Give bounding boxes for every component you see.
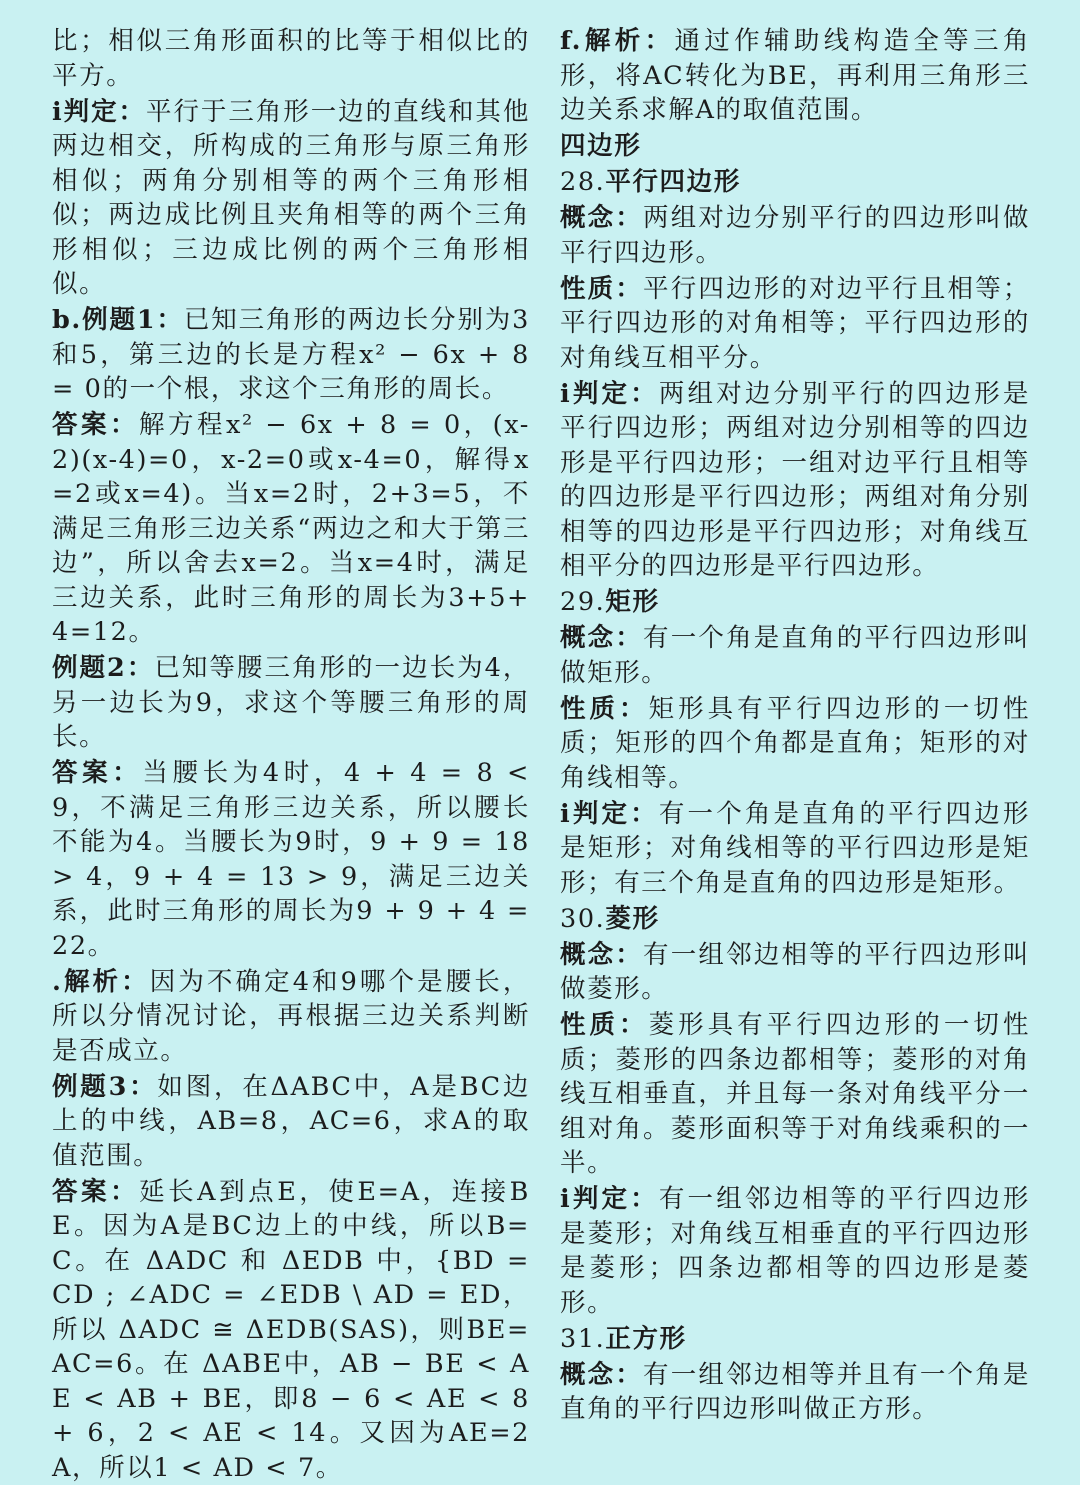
para-label: 概念： bbox=[560, 203, 643, 233]
para-text: 有一个角是直角的平行四边形是矩形；对角线相等的平行四边形是矩形；有三个角是直角的四边形是矩形。 bbox=[560, 799, 1030, 898]
para-text: 平行于三角形一边的直线和其他两边相交，所构成的三角形与原三角形相似；两角分别相等的两个三角形相似；两边成比例且夹角相等的两个三角形相似；三边成比例的两个三角形相似。 bbox=[52, 97, 530, 300]
para-label: 概念： bbox=[560, 940, 643, 970]
para-text: 因为不确定4和9哪个是腰长，所以分情况讨论，再根据三边关系判断是否成立。 bbox=[52, 967, 530, 1066]
para-label: .解析： bbox=[52, 967, 150, 997]
para-label: 答案： bbox=[52, 758, 142, 788]
para-text: 有一组邻边相等并且有一个角是直角的平行四边形叫做正方形。 bbox=[560, 1360, 1030, 1425]
para-label: i判定： bbox=[560, 379, 659, 409]
para-text: 已知等腰三角形的一边长为4，另一边长为9，求这个等腰三角形的周长。 bbox=[52, 653, 530, 752]
para-label: b.例题1： bbox=[52, 305, 184, 335]
para-label: 例题2： bbox=[52, 653, 154, 683]
example-3-analysis bbox=[560, 24, 1030, 128]
heading-title: 平行四边形 bbox=[605, 167, 741, 197]
para-text: 比；相似三角形面积的比等于相似比的平方。 bbox=[52, 26, 530, 91]
heading-title: 矩形 bbox=[605, 587, 659, 617]
similarity-criteria bbox=[52, 95, 530, 302]
heading-parallelogram bbox=[560, 165, 1030, 200]
para-label: 答案： bbox=[52, 410, 139, 440]
parallelogram-property bbox=[560, 272, 1030, 376]
para-text: 矩形具有平行四边形的一切性质；矩形的四个角都是直角；矩形的对角线相等。 bbox=[560, 694, 1030, 793]
para-text: 已知三角形的两边长分别为3和5，第三边的长是方程x² − 6x + 8 = 0的一个根，求这个三角形的周长。 bbox=[52, 305, 530, 404]
para-text: 如图，在ΔABC中，A是BC边上的中线，AB=8，AC=6，求A的取值范围。 bbox=[52, 1072, 530, 1171]
similarity-property-end bbox=[52, 24, 530, 93]
para-label: 性质： bbox=[560, 1010, 649, 1040]
para-label: 概念： bbox=[560, 1360, 643, 1390]
heading-title: 菱形 bbox=[605, 904, 659, 934]
heading-square bbox=[560, 1322, 1030, 1357]
example-3 bbox=[52, 1070, 530, 1174]
para-text: 菱形具有平行四边形的一切性质；菱形的四条边都相等；菱形的对角线互相垂直，并且每一条对角线平分一组对角。菱形面积等于对角线乘积的一半。 bbox=[560, 1010, 1030, 1178]
para-label: 性质： bbox=[560, 694, 649, 724]
para-text: 两组对边分别平行的四边形叫做平行四边形。 bbox=[560, 203, 1030, 268]
para-text: 有一组邻边相等的平行四边形叫做菱形。 bbox=[560, 940, 1030, 1005]
heading-number: 28. bbox=[560, 167, 605, 197]
para-text: 当腰长为4时，4 + 4 = 8 < 9，不满足三角形三边关系，所以腰长不能为4。当腰长为9时，9 + 9 = 18 > 4，9 + 4 = 13 > 9，满足三边关系，此时三角形的周长为9 + 9 + 4 = 22。 bbox=[52, 758, 530, 961]
example-1 bbox=[52, 303, 530, 407]
right-column bbox=[560, 24, 1030, 1452]
para-text: 平行四边形的对边平行且相等；平行四边形的对角相等；平行四边形的对角线互相平分。 bbox=[560, 274, 1030, 373]
heading-rectangle bbox=[560, 585, 1030, 620]
para-label: i判定： bbox=[52, 97, 146, 127]
para-label: 答案： bbox=[52, 1177, 139, 1207]
parallelogram-concept bbox=[560, 201, 1030, 270]
para-text: 延长A到点E，使E=A，连接BE。因为A是BC边上的中线，所以B=C。在 ΔADC 和 ΔEDB 中，{BD = CD ; ∠ADC = ∠EDB \ AD = ED，所以 ΔADC ≅ ΔEDB(SAS)，则BE=AC=6。在 ΔABE中，AB − BE < AE < AB + BE，即8 − 6 < AE < 8 + 6，2 < AE < 14。又因为AE=2A，所以1 < AD < 7。 bbox=[52, 1177, 530, 1483]
para-label: i判定： bbox=[560, 799, 659, 829]
para-text: 两组对边分别平行的四边形是平行四边形；两组对边分别相等的四边形是平行四边形；一组对边平行且相等的四边形是平行四边形；两组对角分别相等的四边形是平行四边形；对角线互相平分的四边形是平行四边形。 bbox=[560, 379, 1030, 582]
rectangle-concept bbox=[560, 621, 1030, 690]
para-text: 有一个角是直角的平行四边形叫做矩形。 bbox=[560, 623, 1030, 688]
rhombus-property bbox=[560, 1008, 1030, 1181]
example-1-answer bbox=[52, 408, 530, 650]
square-concept bbox=[560, 1358, 1030, 1427]
rhombus-criteria bbox=[560, 1182, 1030, 1320]
heading-title: 正方形 bbox=[605, 1324, 686, 1354]
example-2-analysis bbox=[52, 965, 530, 1069]
heading-rhombus bbox=[560, 902, 1030, 937]
heading-number: 31. bbox=[560, 1324, 605, 1354]
left-column bbox=[52, 24, 530, 1452]
rhombus-concept bbox=[560, 938, 1030, 1007]
para-label: 概念： bbox=[560, 623, 643, 653]
para-label: f.解析： bbox=[560, 26, 674, 56]
section-heading-quadrilateral: 四边形 bbox=[560, 129, 1030, 164]
heading-number: 30. bbox=[560, 904, 605, 934]
para-label: i判定： bbox=[560, 1184, 659, 1214]
rectangle-criteria bbox=[560, 797, 1030, 901]
rectangle-property bbox=[560, 692, 1030, 796]
para-label: 例题3： bbox=[52, 1072, 157, 1102]
para-text: 解方程x² − 6x + 8 = 0，(x-2)(x-4)=0，x-2=0或x-4=0，解得x=2或x=4)。当x=2时，2+3=5，不满足三角形三边关系“两边之和大于第三边”，所以舍去x=2。当x=4时，满足三边关系，此时三角形的周长为3+5+4=12。 bbox=[52, 410, 530, 647]
example-2 bbox=[52, 651, 530, 755]
para-label: 性质： bbox=[560, 274, 643, 304]
para-text: 通过作辅助线构造全等三角形，将AC转化为BE，再利用三角形三边关系求解A的取值范围。 bbox=[560, 26, 1030, 125]
example-3-answer bbox=[52, 1175, 530, 1485]
parallelogram-criteria bbox=[560, 377, 1030, 584]
heading-number: 29. bbox=[560, 587, 605, 617]
example-2-answer bbox=[52, 756, 530, 963]
para-text: 有一组邻边相等的平行四边形是菱形；对角线互相垂直的平行四边形是菱形；四条边都相等的四边形是菱形。 bbox=[560, 1184, 1030, 1318]
